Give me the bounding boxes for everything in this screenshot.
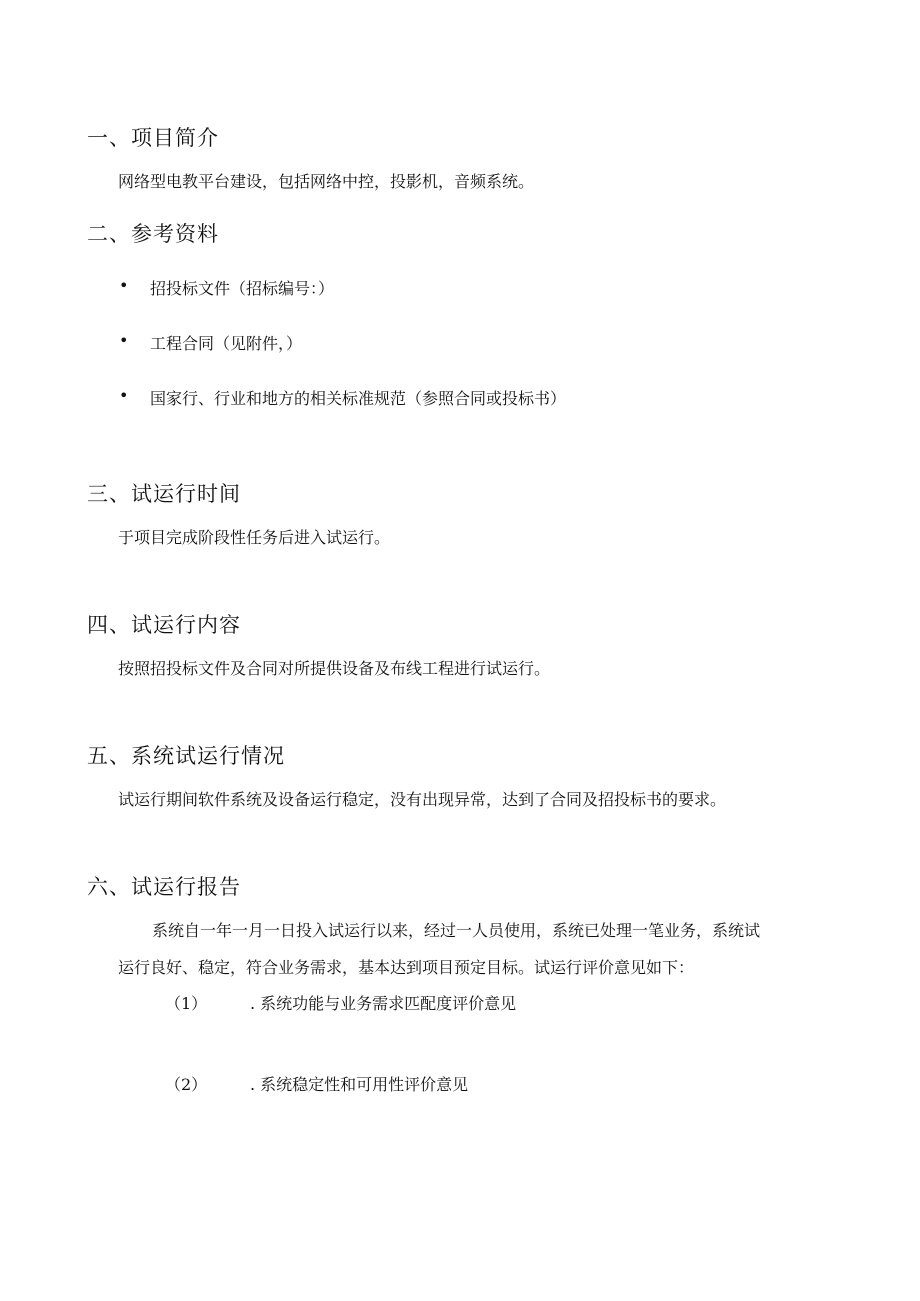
section-body-4: 按照招投标文件及合同对所提供设备及布线工程进行试运行。 xyxy=(118,659,551,678)
section-body-1: 网络型电教平台建设，包括网络中控，投影机，音频系统。 xyxy=(118,172,535,191)
section-heading-3: 三、试运行时间 xyxy=(87,482,241,506)
section-body-5: 试运行期间软件系统及设备运行稳定，没有出现异常，达到了合同及招投标书的要求。 xyxy=(118,790,727,809)
opinion-item-text: . 系统功能与业务需求匹配度评价意见 xyxy=(250,994,517,1013)
section-heading-4: 四、试运行内容 xyxy=(87,613,241,637)
bullet-marker: • xyxy=(119,386,129,405)
report-paragraph-line-2: 运行良好、稳定，符合业务需求，基本达到项目预定目标。试运行评价意见如下： xyxy=(118,958,695,977)
section-heading-5: 五、系统试运行情况 xyxy=(87,744,285,768)
reference-item-1: 招投标文件（招标编号：） xyxy=(150,279,335,298)
opinion-item-text: . 系统稳定性和可用性评价意见 xyxy=(250,1075,469,1094)
bullet-marker: • xyxy=(119,276,129,295)
reference-item-3: 国家行、行业和地方的相关标准规范（参照合同或投标书） xyxy=(150,389,567,408)
opinion-item-number: （2） xyxy=(165,1075,208,1094)
section-heading-1: 一、项目简介 xyxy=(87,126,219,150)
report-paragraph-line-1: 系统自一年一月一日投入试运行以来，经过一人员使用，系统已处理一笔业务，系统试 xyxy=(152,921,761,940)
section-body-3: 于项目完成阶段性任务后进入试运行。 xyxy=(118,528,391,547)
opinion-item-number: （1） xyxy=(165,994,208,1013)
bullet-marker: • xyxy=(119,331,129,350)
section-heading-2: 二、参考资料 xyxy=(87,222,219,246)
section-heading-6: 六、试运行报告 xyxy=(87,875,241,899)
reference-item-2: 工程合同（见附件，） xyxy=(150,334,303,353)
